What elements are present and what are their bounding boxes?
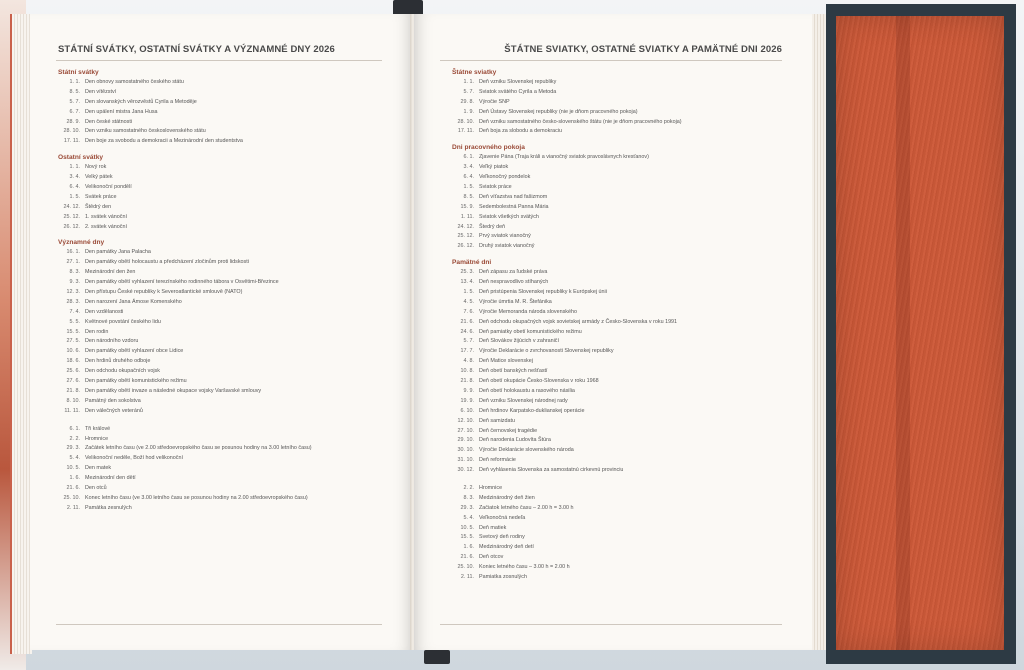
left-date-row: [58, 163, 388, 173]
left-date-row: [58, 387, 388, 397]
left-date-row: [58, 474, 388, 484]
row-date: 30. 10.: [457, 447, 474, 454]
row-text: Den válečných veteránů: [85, 407, 143, 414]
row-date: 1. 11.: [460, 213, 474, 220]
row-date: 25. 10.: [457, 564, 474, 571]
row-text: Veľkonočná nedeľa: [479, 514, 526, 521]
row-text: Deň narodenia Ľudovíta Štúra: [479, 437, 551, 444]
right-date-row: [452, 553, 792, 563]
row-date: 15. 5.: [66, 328, 80, 335]
left-date-row: [58, 328, 388, 338]
row-date: 5. 7.: [69, 98, 80, 105]
right-date-row: [452, 466, 792, 476]
row-date: 10. 8.: [460, 368, 474, 375]
row-text: Den odchodu okupačních vojsk: [85, 368, 160, 375]
row-text: Deň otcov: [479, 554, 504, 561]
row-date: 12. 3.: [66, 289, 80, 296]
right-date-row: [452, 163, 792, 173]
row-text: Deň hrdinov Karpatsko-duklianskej operácie: [479, 407, 585, 414]
right-date-row: [452, 232, 792, 242]
row-date: 5. 4.: [463, 514, 474, 521]
row-text: Svetový deň rodiny: [479, 534, 525, 541]
row-text: Výročie úmrtia M. R. Štefánika: [479, 298, 552, 305]
right-page-content: [452, 68, 792, 583]
right-date-row: [452, 288, 792, 298]
row-date: 16. 1.: [66, 249, 80, 256]
cover-elastic-band: [896, 16, 910, 650]
right-date-row: [452, 436, 792, 446]
row-date: 6. 7.: [69, 108, 80, 115]
row-date: 10. 5.: [66, 465, 80, 472]
row-date: 4. 5.: [463, 298, 474, 305]
row-date: 7. 4.: [69, 308, 80, 315]
row-date: 9. 9.: [463, 387, 474, 394]
right-date-row: [452, 337, 792, 347]
row-date: 2. 2.: [463, 484, 474, 491]
right-date-row: [452, 563, 792, 573]
row-text: Den otců: [85, 484, 107, 491]
row-text: Den rodin: [85, 328, 109, 335]
row-text: Prvý sviatok vianočný: [479, 233, 531, 240]
row-text: Deň Matice slovenskej: [479, 358, 533, 365]
row-date: 7. 6.: [463, 308, 474, 315]
right-date-row: [452, 524, 792, 534]
row-text: Den vzniku samostatného československého státu: [85, 128, 206, 135]
row-text: Velikonoční pondělí: [85, 184, 132, 191]
row-text: 2. svátek vánoční: [85, 223, 127, 230]
row-text: Den upálení mistra Jana Husa: [85, 108, 158, 115]
row-date: 1. 1.: [463, 79, 474, 85]
row-date: 28. 10.: [457, 118, 474, 125]
row-text: Hromnice: [479, 484, 503, 491]
right-date-row: [452, 127, 792, 137]
right-date-row: [452, 514, 792, 524]
row-text: Druhý sviatok vianočný: [479, 243, 535, 250]
row-text: Deň vzniku Slovenskej republiky: [479, 79, 557, 85]
row-text: Den památky obětí komunistického režimu: [85, 378, 187, 385]
row-text: Den obnovy samostatného českého státu: [85, 79, 184, 85]
right-date-row: [452, 118, 792, 128]
row-date: 27. 6.: [66, 378, 80, 385]
row-text: Sviatok svätého Cyrila a Metoda: [479, 88, 557, 95]
row-text: Den přístupu České republiky k Severoatlantické smlouvě (NATO): [85, 289, 243, 296]
row-date: 6. 10.: [460, 407, 474, 414]
row-text: Začiatok letného času – 2.00 h = 3.00 h: [479, 504, 574, 511]
row-date: 8. 10.: [66, 397, 80, 404]
row-date: 8. 5.: [463, 193, 474, 200]
right-date-row: [452, 328, 792, 338]
right-date-row: [452, 213, 792, 223]
left-date-row: [58, 213, 388, 223]
row-date: 21. 8.: [66, 387, 80, 394]
row-text: Deň matiek: [479, 524, 507, 531]
row-text: Konec letního času (ve 3.00 letního času se posunou hodiny na 2.00 středoevropského času): [85, 494, 308, 501]
row-text: Štědrý den: [85, 203, 112, 210]
row-date: 9. 3.: [69, 279, 80, 286]
row-date: 18. 6.: [66, 358, 80, 365]
row-date: 17. 11.: [457, 128, 474, 135]
row-text: Mezinárodní den žen: [85, 269, 136, 276]
right-date-row: [452, 183, 792, 193]
row-date: 2. 11.: [66, 504, 80, 511]
row-text: Deň reformácie: [479, 457, 516, 464]
right-date-row: [452, 298, 792, 308]
left-date-row: [58, 347, 388, 357]
row-date: 12. 10.: [457, 417, 474, 424]
right-page: [414, 14, 812, 650]
left-date-row: [58, 278, 388, 288]
row-date: 15. 5.: [460, 534, 474, 541]
row-date: 26. 12.: [457, 243, 474, 250]
left-date-row: [58, 425, 388, 435]
row-text: Svátek práce: [85, 193, 117, 200]
row-text: Zjavenie Pána (Traja králi a vianočný sviatok pravoslávnych kresťanov): [479, 154, 649, 161]
left-date-row: [58, 88, 388, 98]
left-date-row: [58, 367, 388, 377]
row-text: Deň pristúpenia Slovenskej republiky k Európskej únii: [479, 289, 607, 296]
row-text: Pamiatka zosnulých: [479, 573, 527, 580]
right-date-row: [452, 278, 792, 288]
left-date-row: [58, 288, 388, 298]
right-date-row: [452, 242, 792, 252]
row-text: Deň obetí okupácie Česko-Slovenska v roku 1968: [479, 378, 599, 385]
row-text: Deň černovskej tragédie: [479, 427, 538, 434]
right-date-row: [452, 268, 792, 278]
row-text: Den památky obětí invaze a následné okupace vojsky Varšavské smlouvy: [85, 387, 262, 394]
row-text: Veľký piatok: [479, 164, 509, 171]
row-date: 1. 6.: [463, 544, 474, 551]
row-date: 5. 4.: [69, 455, 80, 462]
row-date: 2. 2.: [69, 435, 80, 442]
row-text: Den slovanských věrozvěstů Cyrila a Metoděje: [85, 98, 197, 105]
row-date: 28. 10.: [63, 128, 80, 135]
right-footer-rule: [440, 624, 782, 625]
row-text: Deň vzniku samostatného česko-slovenského štátu (nie je dňom pracovného pokoja): [479, 118, 682, 125]
row-date: 25. 12.: [457, 233, 474, 240]
right-date-row: [452, 203, 792, 213]
row-text: 1. svátek vánoční: [85, 213, 127, 220]
right-date-row: [452, 533, 792, 543]
row-date: 27. 1.: [66, 259, 80, 266]
left-footer-rule: [56, 624, 382, 625]
row-date: 21. 6.: [66, 484, 80, 491]
row-text: Den matek: [85, 465, 112, 472]
row-text: Veľkonočný pondelok: [479, 174, 531, 181]
row-text: Deň obetí holokaustu a rasového násilia: [479, 387, 575, 394]
row-text: Den vítězství: [85, 88, 117, 95]
row-text: Památný den sokolstva: [85, 397, 141, 404]
row-date: 8. 3.: [463, 494, 474, 501]
left-page-content: [58, 68, 388, 514]
row-date: 25. 12.: [63, 213, 80, 220]
row-text: Výročie Deklarácie o zvrchovanosti Slovenskej republiky: [479, 348, 614, 355]
row-date: 6. 4.: [69, 184, 80, 191]
row-date: 2. 11.: [460, 573, 474, 580]
row-text: Květnové povstání českého lidu: [85, 318, 161, 325]
row-date: 6. 1.: [463, 154, 474, 161]
row-text: Den památky obětí vyhlazení terezínského rodinného tábora v Osvětimi-Březince: [85, 279, 279, 286]
left-date-row: [58, 357, 388, 367]
right-title-rule: [440, 60, 782, 61]
row-date: 29. 8.: [460, 98, 474, 105]
row-date: 27. 5.: [66, 338, 80, 345]
row-date: 1. 1.: [69, 79, 80, 85]
row-text: Výročie SNP: [479, 98, 510, 105]
row-text: Deň Ústavy Slovenskej republiky (nie je dňom pracovného pokoja): [479, 108, 638, 115]
row-text: Den památky obětí vyhlazení obce Lidice: [85, 348, 184, 355]
right-date-row: [452, 456, 792, 466]
left-date-row: [58, 248, 388, 258]
row-date: 5. 7.: [463, 88, 474, 95]
row-date: 17. 11.: [63, 138, 80, 145]
left-page-edges: [10, 14, 32, 654]
row-text: Hromnice: [85, 435, 109, 442]
row-date: 15. 9.: [460, 203, 474, 210]
right-date-row: [452, 357, 792, 367]
right-date-row: [452, 98, 792, 108]
right-date-row: [452, 484, 792, 494]
left-date-row: [58, 504, 388, 514]
row-date: 25. 10.: [63, 494, 80, 501]
row-text: Den památky Jana Palacha: [85, 249, 151, 256]
right-date-row: [452, 387, 792, 397]
right-date-row: [452, 318, 792, 328]
row-date: 3. 4.: [69, 174, 80, 181]
left-title-rule: [56, 60, 382, 61]
row-date: 29. 3.: [66, 445, 80, 452]
left-date-row: [58, 137, 388, 147]
row-date: 8. 5.: [69, 88, 80, 95]
row-date: 3. 4.: [463, 164, 474, 171]
row-text: Deň vzniku Slovenskej národnej rady: [479, 397, 568, 404]
row-date: 1. 5.: [69, 193, 80, 200]
row-date: 8. 3.: [69, 269, 80, 276]
row-text: Deň víťazstva nad fašizmom: [479, 193, 548, 200]
row-date: 6. 4.: [463, 174, 474, 181]
left-date-row: [58, 183, 388, 193]
right-date-row: [452, 153, 792, 163]
row-date: 27. 10.: [457, 427, 474, 434]
row-text: Medzinárodný deň žien: [479, 494, 535, 501]
row-text: Tři králové: [85, 425, 111, 432]
row-date: 1. 6.: [69, 475, 80, 482]
left-date-row: [58, 454, 388, 464]
row-text: Deň Slovákov žijúcich v zahraničí: [479, 338, 559, 345]
row-date: 6. 1.: [69, 425, 80, 432]
left-date-row: [58, 173, 388, 183]
row-date: 29. 10.: [457, 437, 474, 444]
right-date-row: [452, 397, 792, 407]
right-date-row: [452, 377, 792, 387]
row-text: Medzinárodný deň detí: [479, 544, 534, 551]
row-date: 1. 9.: [463, 108, 474, 115]
left-date-row: [58, 337, 388, 347]
row-text: Památka zesnulých: [85, 504, 132, 511]
row-text: Deň samizdatu: [479, 417, 515, 424]
left-date-row: [58, 98, 388, 108]
right-date-row: [452, 427, 792, 437]
left-date-row: [58, 258, 388, 268]
right-date-row: [452, 494, 792, 504]
row-date: 1. 5.: [463, 184, 474, 191]
row-date: 19. 9.: [460, 397, 474, 404]
row-text: Den boje za svobodu a demokracii a Mezinárodní den studentstva: [85, 138, 243, 145]
left-date-row: [58, 318, 388, 328]
row-text: Velký pátek: [85, 174, 113, 181]
row-text: Deň obetí banských nešťastí: [479, 368, 548, 375]
row-text: Sviatok práce: [479, 184, 512, 191]
section-gap: [58, 417, 388, 425]
row-text: Sedembolestná Panna Mária: [479, 203, 549, 210]
row-text: Den narození Jana Ámose Komenského: [85, 298, 182, 305]
row-date: 11. 11.: [64, 407, 80, 414]
row-text: Nový rok: [85, 164, 107, 171]
row-text: Den české státnosti: [85, 118, 133, 125]
row-text: Deň boja za slobodu a demokraciu: [479, 128, 563, 135]
right-date-row: [452, 573, 792, 583]
row-date: 24. 12.: [63, 203, 80, 210]
left-date-row: [58, 203, 388, 213]
right-date-row: [452, 407, 792, 417]
row-text: Koniec letného času – 3.00 h = 2.00 h: [479, 564, 570, 571]
row-date: 24. 12.: [457, 223, 474, 230]
row-date: 10. 6.: [66, 348, 80, 355]
left-date-row: [58, 268, 388, 278]
right-page-title: ŠTÁTNE SVIATKY, OSTATNÉ SVIATKY A PAMÄTNÉ DNI 2026: [504, 44, 782, 55]
row-date: 28. 3.: [66, 298, 80, 305]
row-date: 21. 6.: [460, 318, 474, 325]
left-section-heading: Ostatní svátky: [58, 154, 104, 162]
left-date-row: [58, 464, 388, 474]
right-date-row: [452, 543, 792, 553]
left-date-row: [58, 484, 388, 494]
row-text: Deň nespravodlivo stíhaných: [479, 279, 549, 286]
left-date-row: [58, 127, 388, 137]
left-date-row: [58, 377, 388, 387]
row-date: 25. 6.: [66, 368, 80, 375]
back-cover: [836, 16, 1004, 650]
row-text: Den památky obětí holocaustu a předcházení zločinům proti lidskosti: [85, 259, 249, 266]
row-text: Začátek letního času (ve 2.00 středoevropského času se posunou hodiny na 3.00 letního času): [85, 445, 312, 452]
row-text: Deň odchodu okupačných vojsk sovietskej armády z Česko-Slovenska v roku 1991: [479, 318, 678, 325]
row-date: 21. 8.: [460, 378, 474, 385]
row-text: Výročie Deklarácie slovenského národa: [479, 447, 574, 454]
row-date: 29. 3.: [460, 504, 474, 511]
right-date-row: [452, 223, 792, 233]
row-text: Den hrdinů druhého odboje: [85, 358, 151, 365]
left-date-row: [58, 108, 388, 118]
row-date: 28. 9.: [66, 118, 80, 125]
row-text: Den vzdělanosti: [85, 308, 124, 315]
right-date-row: [452, 88, 792, 98]
right-date-row: [452, 367, 792, 377]
row-text: Velikonoční neděle, Boží hod velikonoční: [85, 455, 183, 462]
row-text: Den národního vzdoru: [85, 338, 139, 345]
row-date: 5. 7.: [463, 338, 474, 345]
row-date: 30. 12.: [457, 467, 474, 474]
row-date: 21. 6.: [460, 554, 474, 561]
right-section-heading: Dni pracovného pokoja: [452, 144, 525, 152]
left-date-row: [58, 298, 388, 308]
row-date: 25. 3.: [460, 269, 474, 276]
row-date: 10. 5.: [460, 524, 474, 531]
row-date: 1. 5.: [463, 289, 474, 296]
row-date: 31. 10.: [457, 457, 474, 464]
right-date-row: [452, 446, 792, 456]
row-date: 26. 12.: [63, 223, 80, 230]
left-section-heading: Významné dny: [58, 239, 105, 247]
left-section-heading: Státní svátky: [58, 69, 99, 76]
row-date: 13. 4.: [460, 279, 474, 286]
right-date-row: [452, 173, 792, 183]
row-text: Deň vyhlásenia Slovenska za samostatnú cirkevnú provinciu: [479, 467, 624, 474]
right-section-heading: Pamätné dni: [452, 259, 492, 267]
row-date: 1. 1.: [69, 164, 80, 171]
row-date: 17. 7.: [460, 348, 474, 355]
left-date-row: [58, 494, 388, 504]
row-date: 24. 6.: [460, 328, 474, 335]
left-date-row: [58, 78, 388, 88]
row-date: 5. 5.: [69, 318, 80, 325]
left-date-row: [58, 435, 388, 445]
left-date-row: [58, 397, 388, 407]
left-page-title: STÁTNÍ SVÁTKY, OSTATNÍ SVÁTKY A VÝZNAMNÉ DNY 2026: [58, 44, 335, 55]
row-date: 4. 8.: [463, 358, 474, 365]
right-date-row: [452, 417, 792, 427]
right-page-edges: [812, 14, 826, 650]
right-date-row: [452, 108, 792, 118]
right-date-row: [452, 308, 792, 318]
left-date-row: [58, 407, 388, 417]
row-text: Mezinárodní den dětí: [85, 475, 136, 482]
right-section-heading: Štátne sviatky: [452, 69, 497, 76]
row-text: Deň pamiatky obetí komunistického režimu: [479, 328, 582, 335]
row-text: Deň zápasu za ľudské práva: [479, 269, 548, 276]
left-page: [30, 14, 412, 650]
bookmark-ribbon-bottom: [424, 650, 450, 664]
left-date-row: [58, 308, 388, 318]
right-date-row: [452, 193, 792, 203]
left-date-row: [58, 118, 388, 128]
row-text: Výročie Memoranda národa slovenského: [479, 308, 577, 315]
left-date-row: [58, 444, 388, 454]
right-date-row: [452, 78, 792, 88]
right-date-row: [452, 347, 792, 357]
row-text: Sviatok všetkých svätých: [479, 213, 539, 220]
row-text: Štedrý deň: [479, 223, 506, 230]
left-date-row: [58, 193, 388, 203]
left-date-row: [58, 223, 388, 233]
right-date-row: [452, 504, 792, 514]
section-gap: [452, 476, 792, 484]
